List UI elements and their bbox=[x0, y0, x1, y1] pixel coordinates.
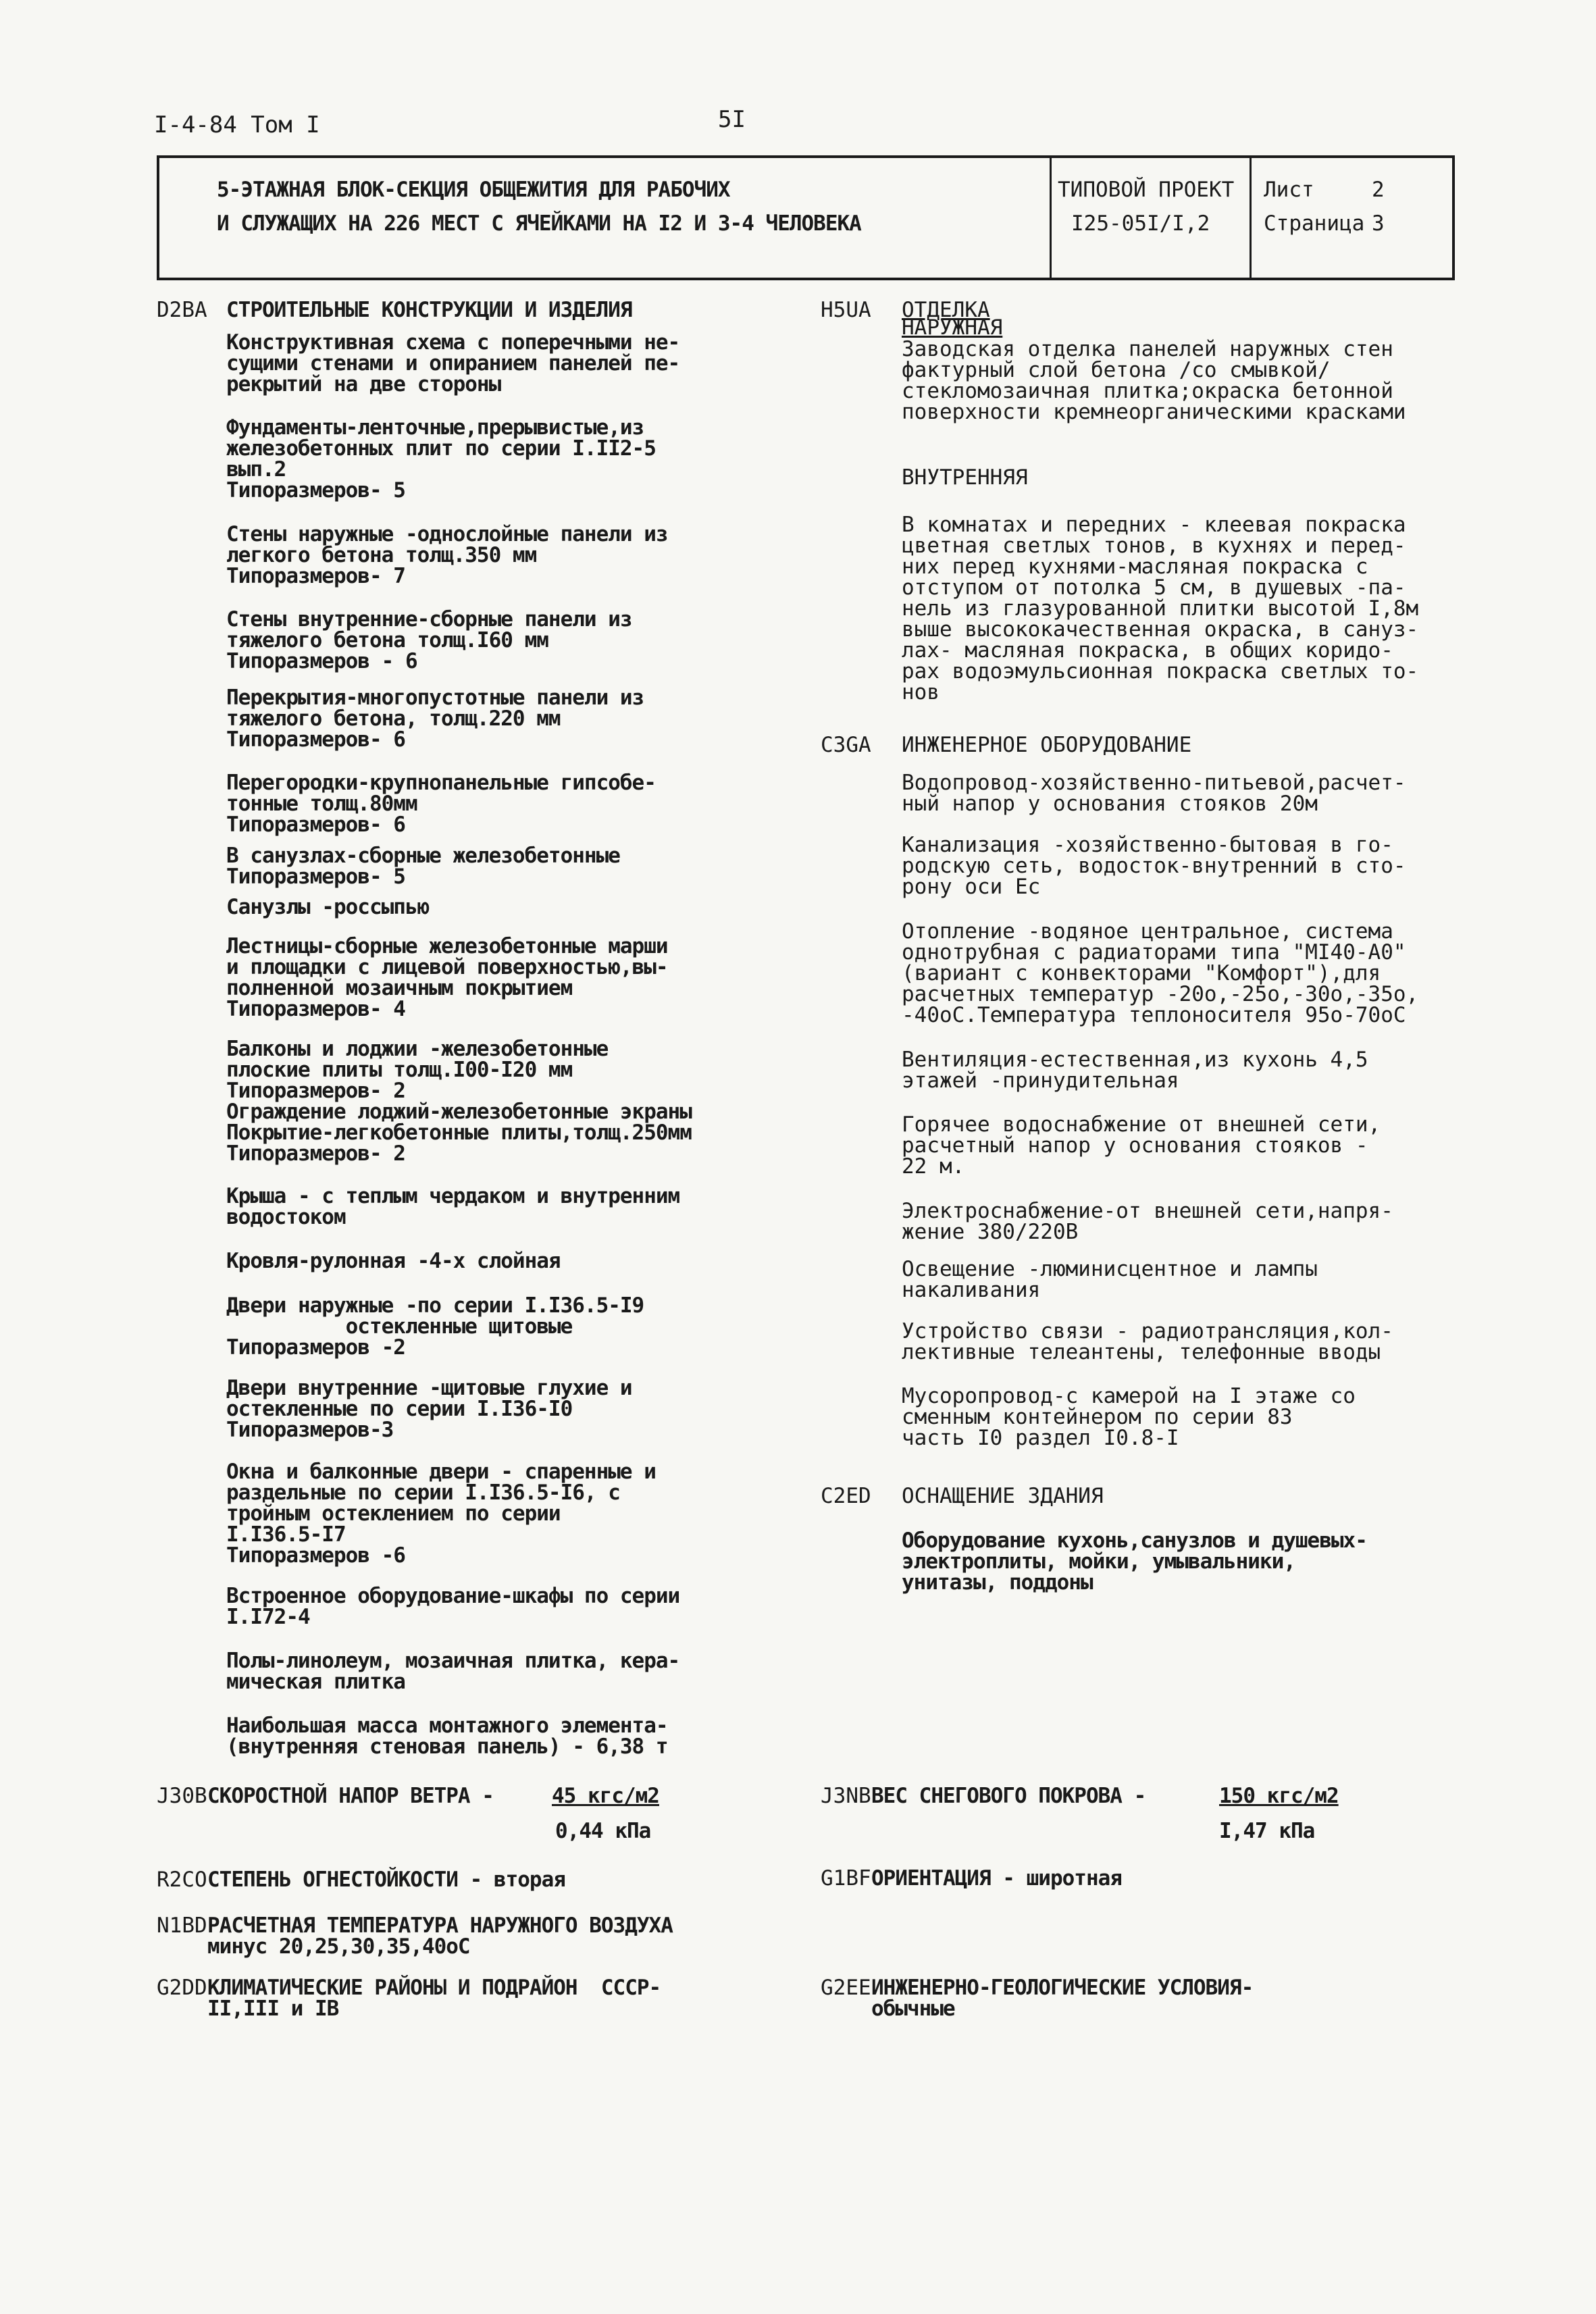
section-code: N1BD bbox=[157, 1913, 207, 1938]
power-supply: Электроснабжение-от внешней сети,напря- жение 380/220В bbox=[902, 1199, 1393, 1244]
section-title: ОТДЕЛКА bbox=[902, 298, 990, 322]
floor-slabs: Перекрытия-многопустотные панели из тяжелого бетона, толщ.220 мм Типоразмеров- 6 bbox=[226, 686, 644, 752]
climatic-regions: КЛИМАТИЧЕСКИЕ РАЙОНЫ И ПОДРАЙОН СССР- II,III и IВ bbox=[207, 1976, 661, 2021]
wind-pressure-value: 45 кгс/м2 bbox=[552, 1784, 659, 1808]
orientation: ОРИЕНТАЦИЯ - широтная bbox=[871, 1866, 1122, 1891]
outer-finish-text: Заводская отделка панелей наружных стен фактурный слой бетона /со смывкой/ стекломозаичная плитка;окраска бетонной поверхности кремнеорганическими красками bbox=[902, 337, 1406, 424]
geological-conditions: ИНЖЕНЕРНО-ГЕОЛОГИЧЕСКИЕ УСЛОВИЯ- обычные bbox=[871, 1976, 1254, 2021]
sewerage: Канализация -хозяйственно-бытовая в го- родскую сеть, водосток-внутренний в сто- рону оси Ес bbox=[902, 833, 1406, 899]
doc-ref: I-4-84 Том I bbox=[154, 111, 320, 138]
roofing: Кровля-рулонная -4-х слойная bbox=[226, 1249, 561, 1273]
inner-doors: Двери внутренние -щитовые глухие и остекленные по серии I.I36-I0 Типоразмеров-3 bbox=[226, 1376, 632, 1442]
sanitary-blocks: В санузлах-сборные железобетонные Типоразмеров- 5 bbox=[226, 844, 620, 889]
title-line-2: И СЛУЖАЩИХ НА 226 МЕСТ С ЯЧЕЙКАМИ НА I2 И 3-4 ЧЕЛОВЕКА bbox=[217, 211, 861, 236]
title-divider-2 bbox=[1250, 158, 1252, 278]
stairs: Лестницы-сборные железобетонные марши и площадки с лицевой поверхностью,вы- полненной мозаичным покрытием Типоразмеров- 4 bbox=[226, 934, 668, 1021]
hot-water: Горячее водоснабжение от внешней сети, расчетный напор у основания стояков - 22 м. bbox=[902, 1112, 1381, 1179]
title-block bbox=[157, 155, 1455, 280]
page-label: Страница bbox=[1264, 211, 1365, 236]
section-code: J30B bbox=[157, 1784, 207, 1808]
fire-resistance: СТЕПЕНЬ ОГНЕСТОЙКОСТИ - вторая bbox=[207, 1868, 565, 1892]
outer-finish-title: НАРУЖНАЯ bbox=[902, 315, 1003, 340]
section-code: G2DD bbox=[157, 1976, 207, 2000]
water-supply: Водопровод-хозяйственно-питьевой,расчет- ный напор у основания стояков 20м bbox=[902, 771, 1406, 816]
wind-pressure-label: СКОРОСТНОЙ НАПОР ВЕТРА - bbox=[207, 1784, 494, 1808]
ventilation: Вентиляция-естественная,из кухонь 4,5 этажей -принудительная bbox=[902, 1048, 1368, 1093]
roof: Крыша - с теплым чердаком и внутренним водостоком bbox=[226, 1184, 680, 1229]
inner-walls: Стены внутренние-сборные панели из тяжелого бетона толщ.I60 мм Типоразмеров - 6 bbox=[226, 607, 632, 673]
snow-load-value: 150 кгс/м2 bbox=[1219, 1784, 1339, 1808]
outer-doors: Двери наружные -по серии I.I36.5-I9 остекленные щитовые Типоразмеров -2 bbox=[226, 1293, 644, 1360]
sheet-value: 2 bbox=[1372, 178, 1385, 202]
snow-load-label: ВЕС СНЕГОВОГО ПОКРОВА - bbox=[871, 1784, 1146, 1808]
title-line-1: 5-ЭТАЖНАЯ БЛОК-СЕКЦИЯ ОБЩЕЖИТИЯ ДЛЯ РАБОЧИХ bbox=[217, 178, 730, 202]
building-equipment: Оборудование кухонь,санузлов и душевых- электроплиты, мойки, умывальники, унитазы, поддоны bbox=[902, 1528, 1367, 1595]
max-element-mass: Наибольшая масса монтажного элемента- (внутренняя стеновая панель) - 6,38 т bbox=[226, 1714, 668, 1759]
wind-pressure-value-kpa: 0,44 кПа bbox=[555, 1819, 651, 1843]
snow-load-value-kpa: I,47 кПа bbox=[1219, 1819, 1315, 1843]
section-title: СТРОИТЕЛЬНЫЕ КОНСТРУКЦИИ И ИЗДЕЛИЯ bbox=[226, 298, 632, 322]
section-title: ОСНАЩЕНИЕ ЗДАНИЯ bbox=[902, 1484, 1104, 1508]
sanitary-units: Санузлы -россыпью bbox=[226, 895, 430, 919]
section-title: ИНЖЕНЕРНОЕ ОБОРУДОВАНИЕ bbox=[902, 733, 1192, 757]
section-code: G2EE bbox=[821, 1976, 871, 2000]
section-code: G1BF bbox=[821, 1866, 871, 1891]
section-code: J3NB bbox=[821, 1784, 871, 1808]
floors: Полы-линолеум, мозаичная плитка, кера- мическая плитка bbox=[226, 1649, 680, 1694]
section-code: R2CO bbox=[157, 1868, 207, 1892]
section-code: H5UA bbox=[821, 298, 871, 322]
outdoor-design-temperature: РАСЧЕТНАЯ ТЕМПЕРАТУРА НАРУЖНОГО ВОЗДУХА минус 20,25,30,35,40оС bbox=[207, 1913, 673, 1959]
foundations: Фундаменты-ленточные,прерывистые,из железобетонных плит по серии I.II2-5 вып.2 Типоразмеров- 5 bbox=[226, 415, 656, 503]
inner-finish-title: ВНУТРЕННЯЯ bbox=[902, 465, 1028, 490]
communications: Устройство связи - радиотрансляция,кол- лективные телеантены, телефонные вводы bbox=[902, 1319, 1393, 1364]
garbage-chute: Мусоропровод-с камерой на I этаже со сменным контейнером по серии 83 часть I0 раздел I0.8-I bbox=[902, 1384, 1356, 1450]
project-label: ТИПОВОЙ ПРОЕКТ bbox=[1058, 178, 1235, 202]
balconies: Балконы и лоджии -железобетонные плоские плиты толщ.I00-I20 мм Типоразмеров- 2 Ограждение лоджий-железобетонные экраны Покрытие-легкобетонные плиты,толщ.250мм Типоразмеров- 2 bbox=[226, 1037, 692, 1166]
page-value: 3 bbox=[1372, 211, 1385, 236]
sheet-label: Лист bbox=[1264, 178, 1314, 202]
lighting: Освещение -люминисцентное и лампы накаливания bbox=[902, 1257, 1318, 1302]
outer-walls: Стены наружные -однослойные панели из легкого бетона толщ.350 мм Типоразмеров- 7 bbox=[226, 522, 668, 588]
structural-scheme: Конструктивная схема с поперечными не- сущими стенами и опиранием панелей пе- рекрытий на две стороны bbox=[226, 330, 680, 396]
heating: Отопление -водяное центральное, система однотрубная с радиаторами типа "МI40-А0" (вариант с конвекторами "Комфорт"),для расчетных температур -20о,-25о,-30о,-35о, -40оС.Температура теплоносителя 95о-70оС bbox=[902, 919, 1419, 1027]
inner-finish-text: В комнатах и передних - клеевая покраска цветная светлых тонов, в кухнях и перед- них перед кухнями-масляная покраска с отступом от потолка 5 см, в душевых -па- нель из глазурованной плитки высотой I,8м выше высококачественная окраска, в сануз- лах- масляная покраска, в общих коридо- рах водоэмульсионная покраска светлых то- нов bbox=[902, 513, 1419, 704]
built-in-equipment: Встроенное оборудование-шкафы по серии I.I72-4 bbox=[226, 1584, 680, 1629]
section-code: D2BA bbox=[157, 298, 207, 322]
project-number: I25-05I/I,2 bbox=[1071, 211, 1210, 236]
partitions: Перегородки-крупнопанельные гипсобе- тонные толщ.80мм Типоразмеров- 6 bbox=[226, 771, 656, 837]
windows: Окна и балконные двери - спаренные и раздельные по серии I.I36.5-I6, с тройным остеклением по серии I.I36.5-I7 Типоразмеров -6 bbox=[226, 1460, 656, 1568]
title-divider-1 bbox=[1050, 158, 1052, 278]
section-code: C3GA bbox=[821, 733, 871, 757]
page-number: 5I bbox=[718, 106, 746, 133]
section-code: C2ED bbox=[821, 1484, 871, 1508]
